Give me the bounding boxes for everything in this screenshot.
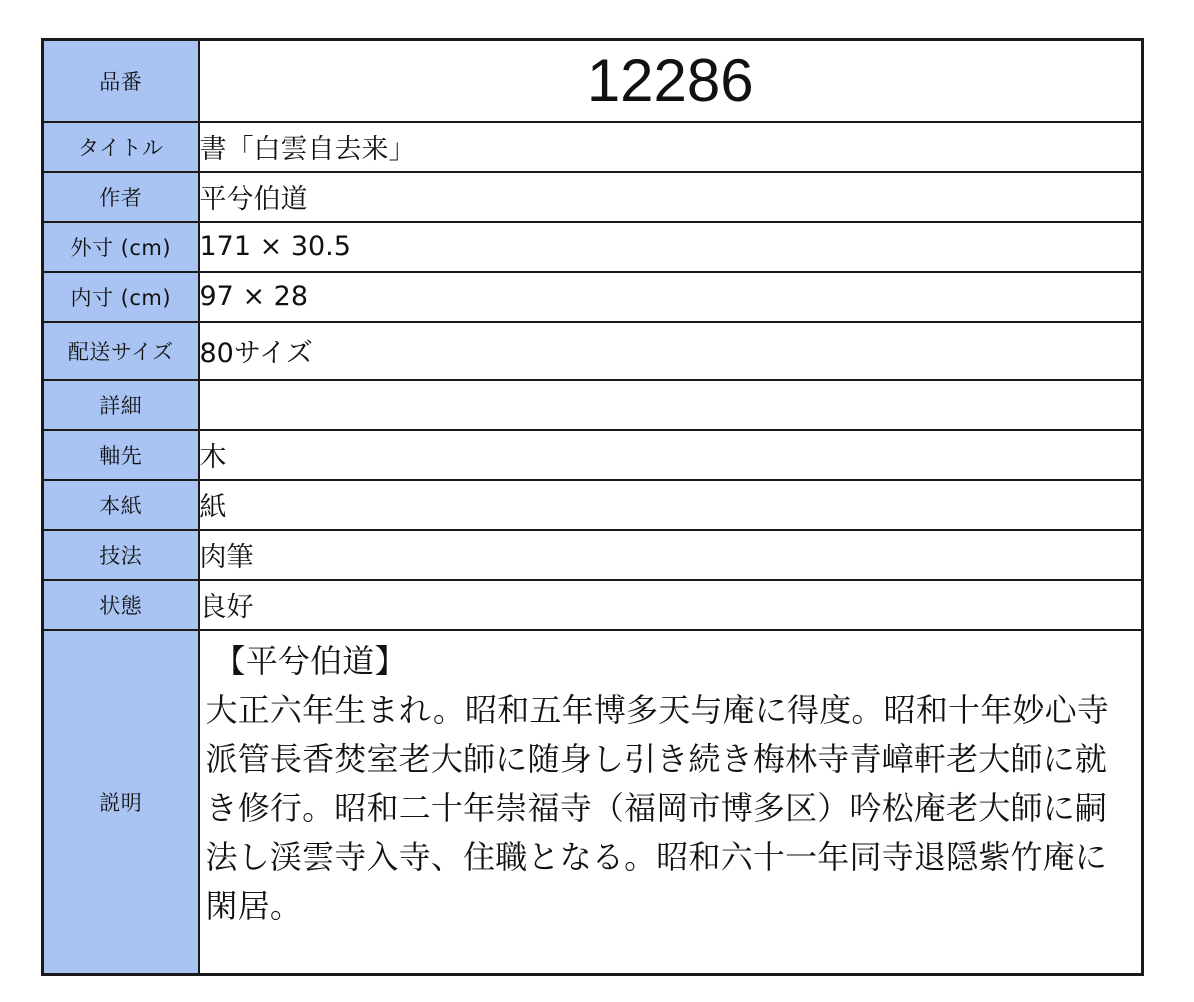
- product-spec-table: [41, 38, 1144, 976]
- table-row-base-paper: [43, 480, 1143, 530]
- details-label: 詳細: [43, 380, 199, 430]
- description-value: [199, 630, 1143, 975]
- inner-size-value: 97 × 28: [199, 272, 1143, 322]
- table-row-inner-size: [43, 272, 1143, 322]
- item-number-value: 12286: [199, 40, 1143, 122]
- description-label: 説明: [43, 630, 199, 975]
- inner-size-label: 内寸 (cm): [43, 272, 199, 322]
- table-row-outer-size: [43, 222, 1143, 272]
- technique-value: 肉筆: [199, 530, 1143, 580]
- shipping-size-value: 80サイズ: [199, 322, 1143, 380]
- table-row-shipping-size: [43, 322, 1143, 380]
- base-paper-label: 本紙: [43, 480, 199, 530]
- title-label: タイトル: [43, 122, 199, 172]
- table-row-details: [43, 380, 1143, 430]
- item-number-label: 品番: [43, 40, 199, 122]
- author-value: 平兮伯道: [199, 172, 1143, 222]
- table-row-condition: [43, 580, 1143, 630]
- description-body: 大正六年生まれ。昭和五年博多天与庵に得度。昭和十年妙心寺派管長香焚室老大師に随身し引き続き梅林寺青嶂軒老大師に就き修行。昭和二十年崇福寺（福岡市博多区）吟松庵老大師に嗣法し渓雲寺入寺、住職となる。昭和六十一年同寺退隠紫竹庵に閑居。: [205, 690, 1110, 925]
- table-row-title: [43, 122, 1143, 172]
- author-label: 作者: [43, 172, 199, 222]
- table-row-author: [43, 172, 1143, 222]
- condition-label: 状態: [43, 580, 199, 630]
- technique-label: 技法: [43, 530, 199, 580]
- description-heading: 【平兮伯道】: [213, 641, 407, 680]
- table-row-item-number: [43, 40, 1143, 122]
- details-value: [199, 380, 1143, 430]
- table-row-technique: [43, 530, 1143, 580]
- roller-end-value: 木: [199, 430, 1143, 480]
- outer-size-label: 外寸 (cm): [43, 222, 199, 272]
- outer-size-value: 171 × 30.5: [199, 222, 1143, 272]
- roller-end-label: 軸先: [43, 430, 199, 480]
- condition-value: 良好: [199, 580, 1143, 630]
- base-paper-value: 紙: [199, 480, 1143, 530]
- table-row-roller-end: [43, 430, 1143, 480]
- table-row-description: [43, 630, 1143, 975]
- shipping-size-label: 配送サイズ: [43, 322, 199, 380]
- title-value: 書「白雲自去来」: [199, 122, 1143, 172]
